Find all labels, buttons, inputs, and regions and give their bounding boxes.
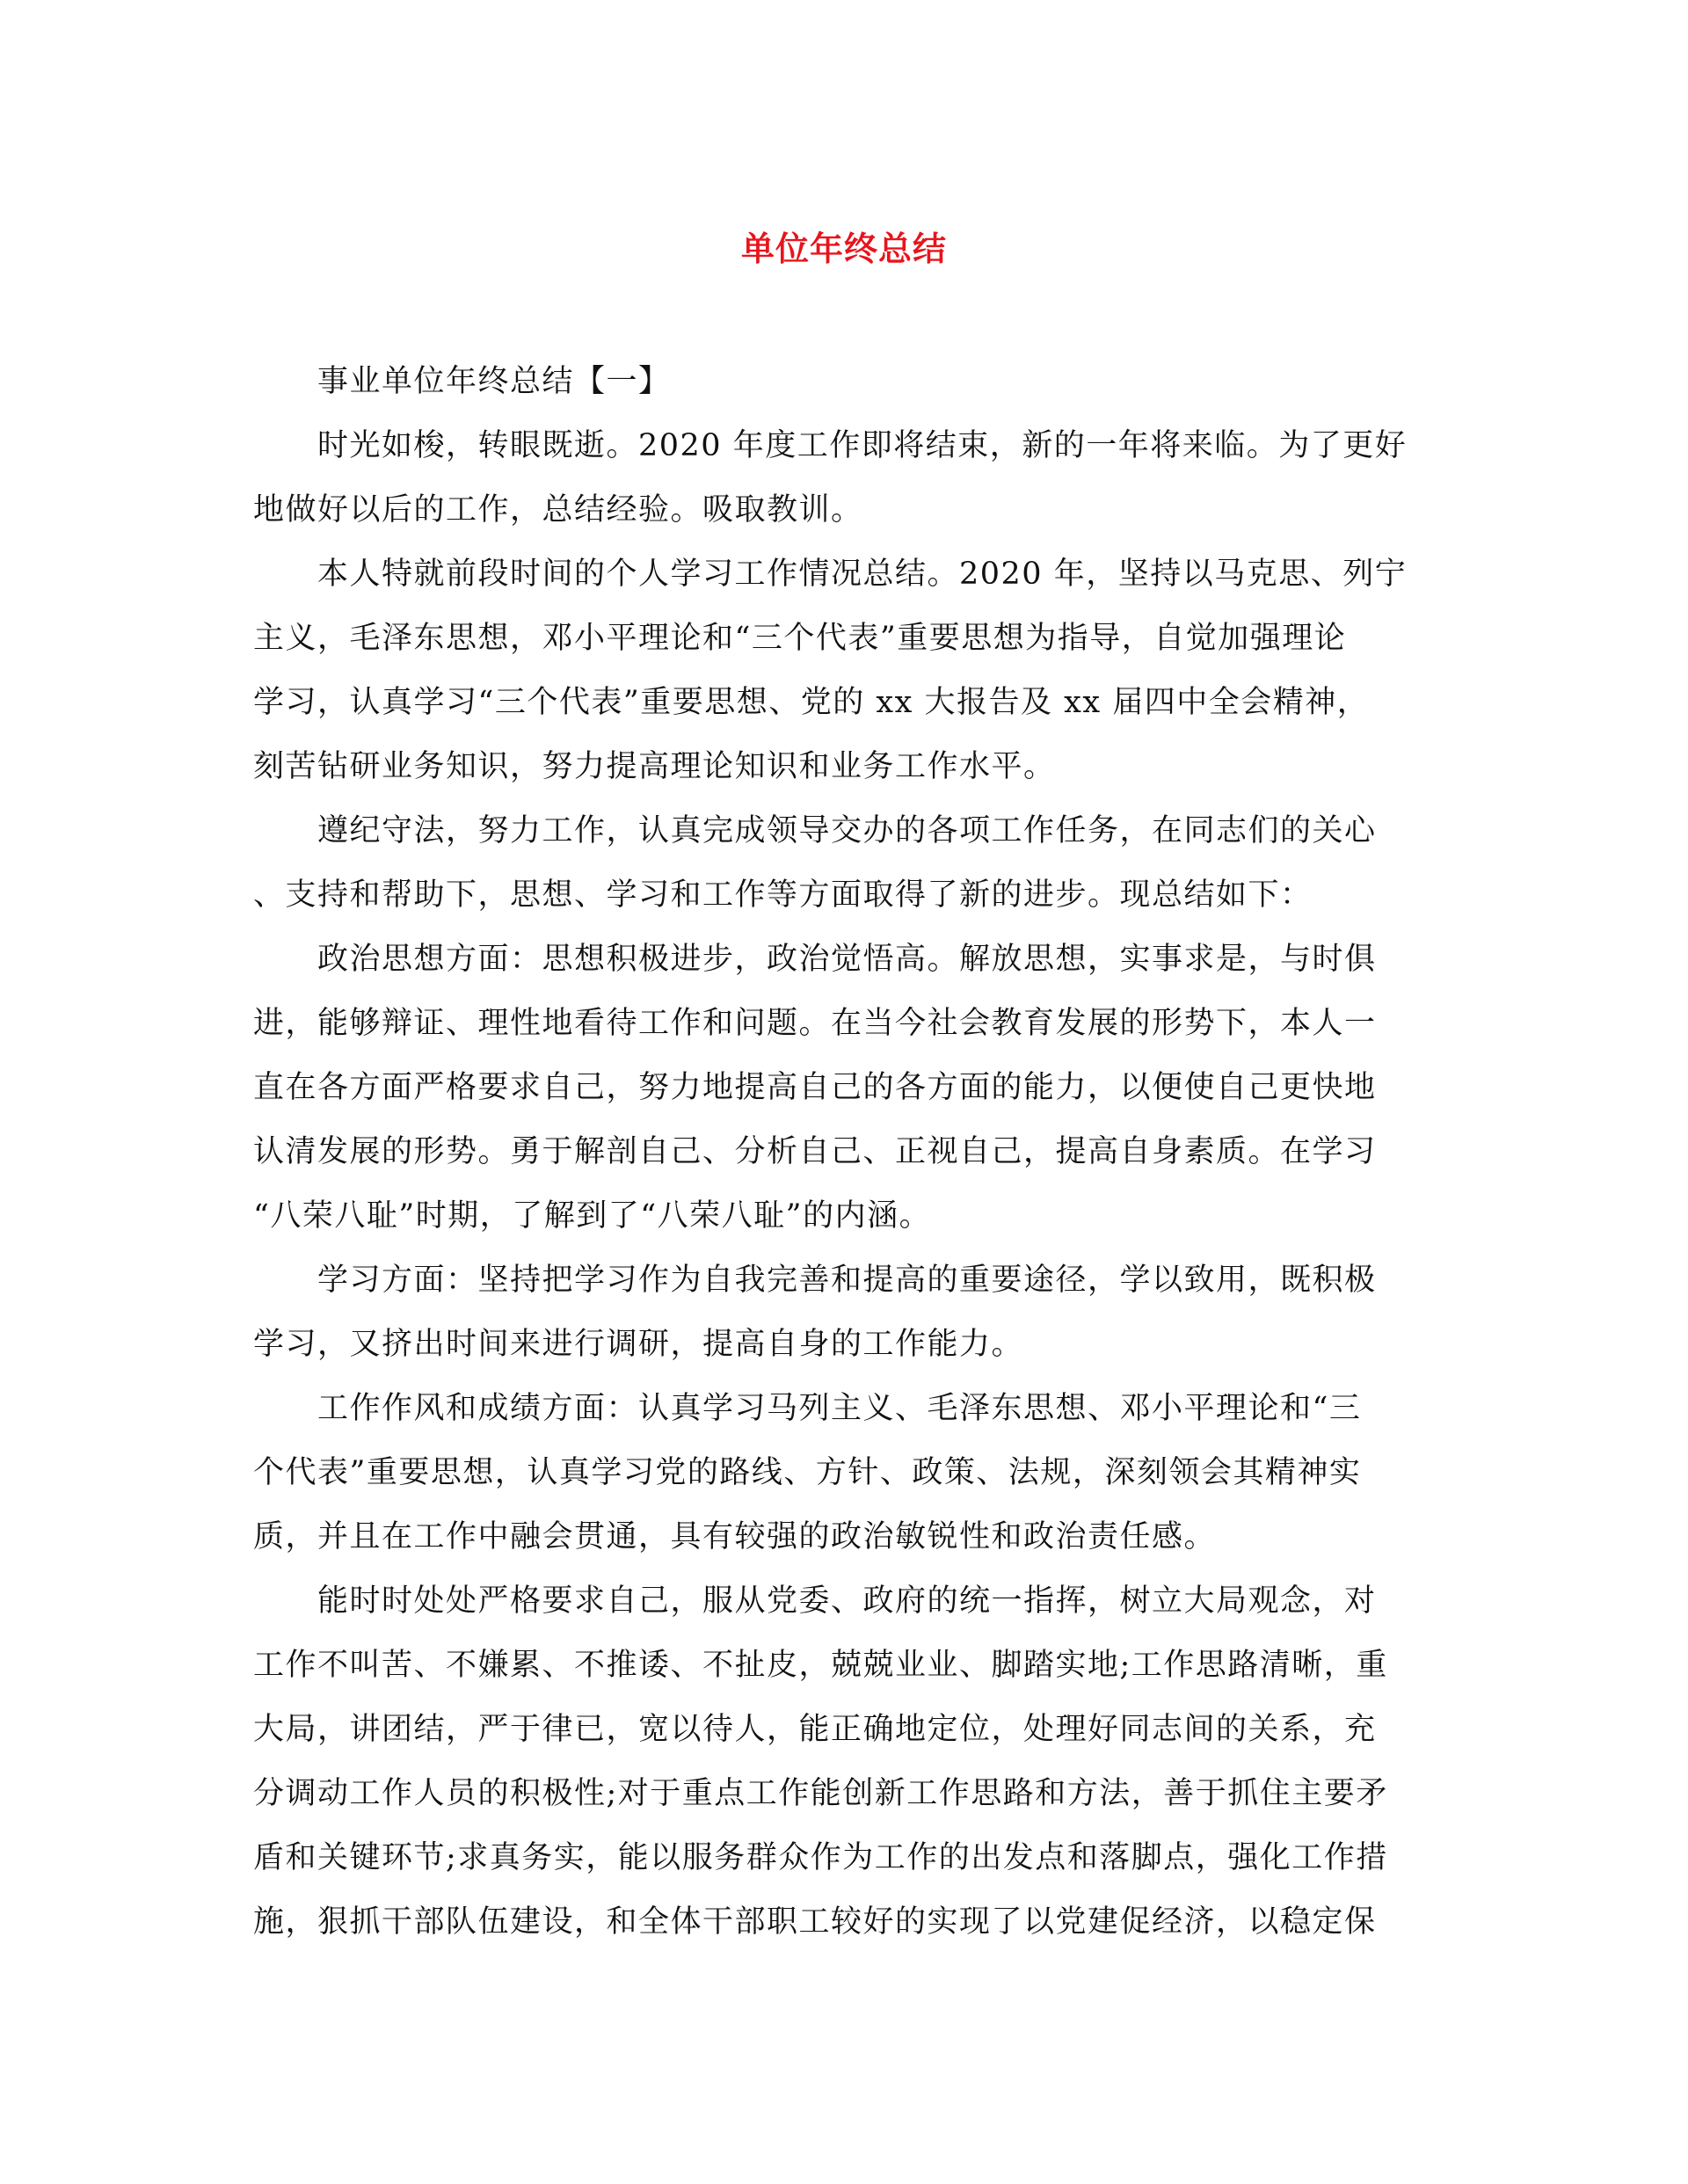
paragraph-line: 时光如梭，转眼既逝。2020 年度工作即将结束，新的一年将来临。为了更好 — [317, 428, 1408, 463]
paragraph-line: 大局，讲团结，严于律已，宽以待人，能正确地定位，处理好同志间的关系，充 — [253, 1712, 1377, 1747]
section-heading: 事业单位年终总结【一】 — [317, 364, 671, 399]
paragraph-line: “八荣八耻”时期，了解到了“八荣八耻”的内涵。 — [253, 1198, 932, 1234]
paragraph-line: 学习，又挤出时间来进行调研，提高自身的工作能力。 — [253, 1327, 1024, 1362]
paragraph-line: 工作不叫苦、不嫌累、不推诿、不扯皮，兢兢业业、脚踏实地;工作思路清晰，重 — [253, 1648, 1388, 1683]
paragraph-line: 进，能够辩证、理性地看待工作和问题。在当今社会教育发展的形势下，本人一 — [253, 1006, 1377, 1041]
paragraph-line: 质，并且在工作中融会贯通，具有较强的政治敏锐性和政治责任感。 — [253, 1519, 1217, 1554]
paragraph-line: 、支持和帮助下，思想、学习和工作等方面取得了新的进步。现总结如下： — [253, 877, 1313, 913]
paragraph-line: 学习，认真学习“三个代表”重要思想、党的 xx 大报告及 xx 届四中全会精神， — [253, 685, 1370, 720]
paragraph-line: 本人特就前段时间的个人学习工作情况总结。2020 年，坚持以马克思、列宁 — [317, 557, 1408, 592]
paragraph-line: 主义，毛泽东思想，邓小平理论和“三个代表”重要思想为指导，自觉加强理论 — [253, 621, 1347, 656]
paragraph-line: 工作作风和成绩方面：认真学习马列主义、毛泽东思想、邓小平理论和“三 — [317, 1391, 1362, 1426]
paragraph-line: 分调动工作人员的积极性;对于重点工作能创新工作思路和方法，善于抓住主要矛 — [253, 1776, 1388, 1811]
document-title: 单位年终总结 — [740, 229, 947, 268]
paragraph-line: 直在各方面严格要求自己，努力地提高自己的各方面的能力，以便使自己更快地 — [253, 1070, 1377, 1105]
document-body — [253, 350, 1436, 1955]
paragraph-line: 地做好以后的工作，总结经验。吸取教训。 — [253, 492, 863, 528]
paragraph-line: 个代表”重要思想，认真学习党的路线、方针、政策、法规，深刻领会其精神实 — [253, 1455, 1362, 1490]
paragraph-line: 政治思想方面：思想积极进步，政治觉悟高。解放思想，实事求是，与时俱 — [317, 942, 1377, 977]
paragraph-line: 学习方面：坚持把学习作为自我完善和提高的重要途径，学以致用，既积极 — [317, 1263, 1377, 1298]
paragraph-line: 遵纪守法，努力工作，认真完成领导交办的各项工作任务，在同志们的关心 — [317, 813, 1377, 848]
paragraph-line: 能时时处处严格要求自己，服从党委、政府的统一指挥，树立大局观念，对 — [317, 1583, 1377, 1619]
paragraph-line: 盾和关键环节;求真务实，能以服务群众作为工作的出发点和落脚点，强化工作措 — [253, 1840, 1388, 1875]
paragraph-line: 认清发展的形势。勇于解剖自己、分析自己、正视自己，提高自身素质。在学习 — [253, 1134, 1377, 1169]
paragraph-line: 施，狠抓干部队伍建设，和全体干部职工较好的实现了以党建促经济，以稳定保 — [253, 1904, 1377, 1940]
paragraph-line: 刻苦钻研业务知识，努力提高理论知识和业务工作水平。 — [253, 749, 1056, 784]
